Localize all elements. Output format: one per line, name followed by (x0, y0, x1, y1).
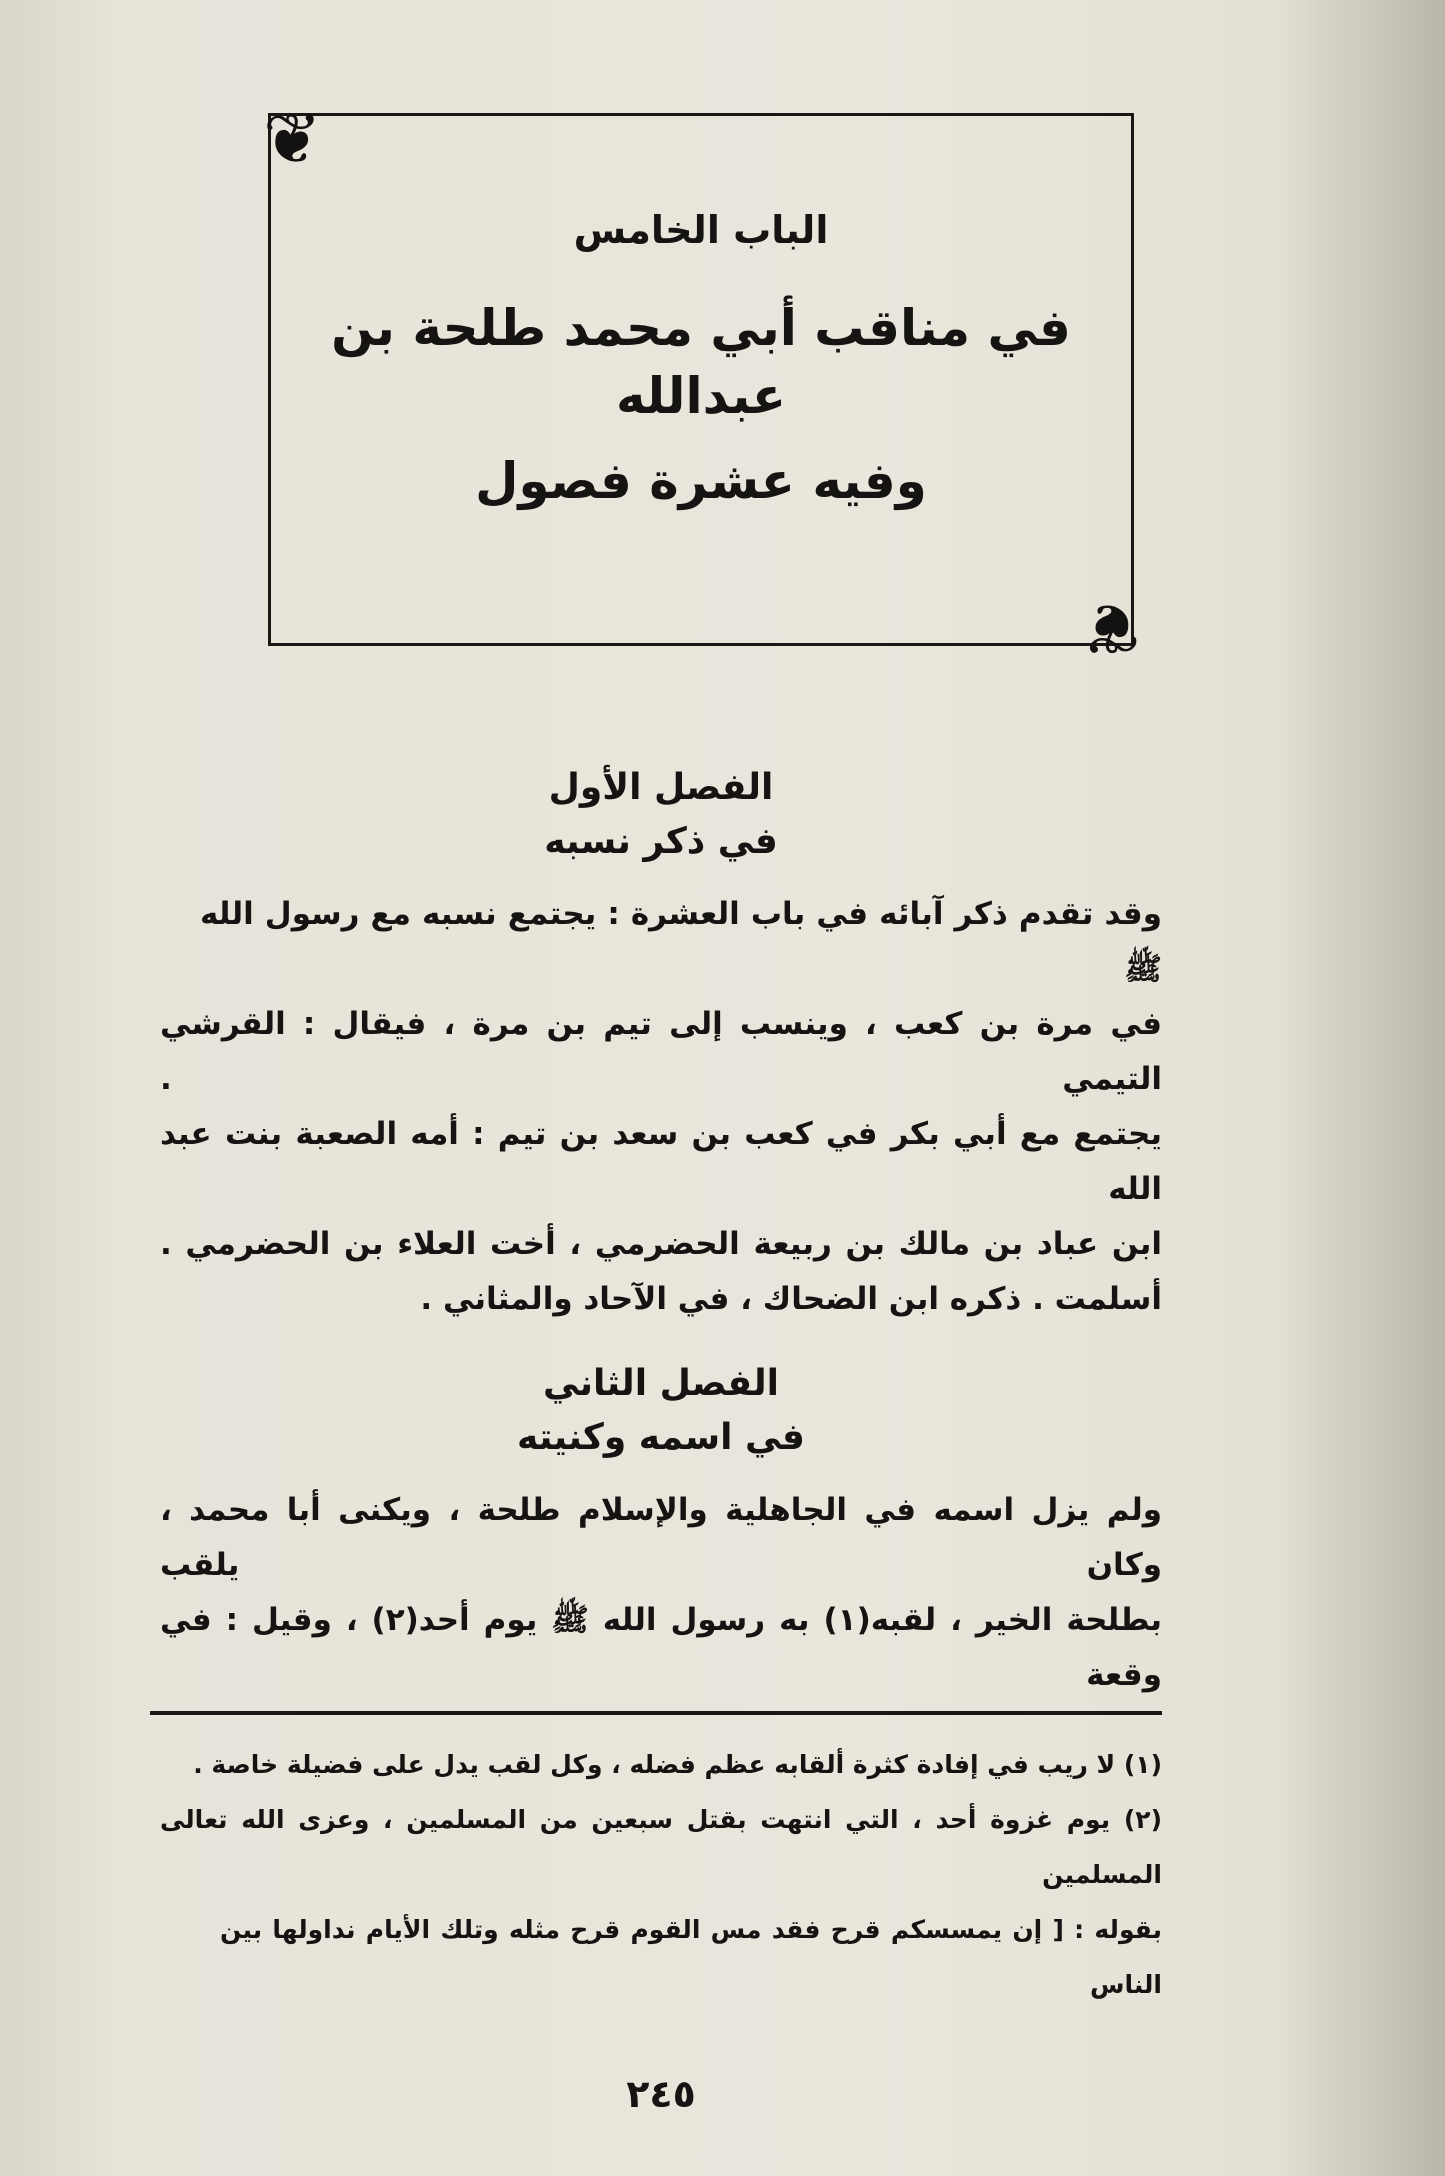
paragraph-line: ابن عباد بن مالك بن ربيعة الحضرمي ، أخت العلاء بن الحضرمي . (160, 1226, 1162, 1262)
section-1 (160, 761, 1162, 1327)
section-heading: الفصل الأول (548, 767, 774, 808)
chapter-title: في مناقب أبي محمد طلحة بن عبدالله (331, 299, 1071, 425)
chapter-label: الباب الخامس (573, 208, 829, 252)
paragraph-line: بطلحة الخير ، لقبه(١) به رسول الله ﷺ يوم أحد(٢) ، وقيل : في وقعة (160, 1602, 1162, 1693)
footnote: بقوله : [ إن يمسسكم قرح فقد مس القوم قرح مثله وتلك الأيام نداولها بين الناس (220, 1915, 1162, 1999)
section-heading: الفصل الثاني (543, 1363, 779, 1404)
paragraph-line: يجتمع مع أبي بكر في كعب بن سعد بن تيم : أمه الصعبة بنت عبد الله (160, 1116, 1162, 1207)
section-subheading: في ذكر نسبه (544, 821, 778, 862)
chapter-subtitle: وفيه عشرة فصول (475, 452, 927, 511)
page-number: ٢٤٥ (626, 2072, 696, 2116)
section-2 (160, 1357, 1162, 1703)
paragraph (160, 1483, 1162, 1703)
paragraph (160, 887, 1162, 1327)
section-subheading: في اسمه وكنيته (517, 1417, 805, 1458)
paragraph-line: ولم يزل اسمه في الجاهلية والإسلام طلحة ، ويكنى أبا محمد ، وكان يلقب (160, 1492, 1162, 1583)
chapter-title-frame (263, 98, 1141, 669)
footnote: (١) لا ريب في إفادة كثرة ألقابه عظم فضله ، وكل لقب يدل على فضيلة خاصة . (193, 1750, 1162, 1779)
corner-ornament-icon: ❦ (1082, 587, 1141, 669)
footnote-separator (150, 1711, 1162, 1715)
footnote: (٢) يوم غزوة أحد ، التي انتهت بقتل سبعين من المسلمين ، وعزى الله تعالى المسلمين (160, 1805, 1162, 1889)
paragraph-line: أسلمت . ذكره ابن الضحاك ، في الآحاد والمثاني . (420, 1281, 1162, 1317)
book-page (160, 0, 1162, 2176)
paragraph-line: وقد تقدم ذكر آبائه في باب العشرة : يجتمع نسبه مع رسول الله ﷺ (200, 896, 1162, 987)
paragraph-line: في مرة بن كعب ، وينسب إلى تيم بن مرة ، فيقال : القرشي التيمي . (160, 1006, 1162, 1097)
corner-ornament-icon: ❦ (263, 98, 322, 180)
